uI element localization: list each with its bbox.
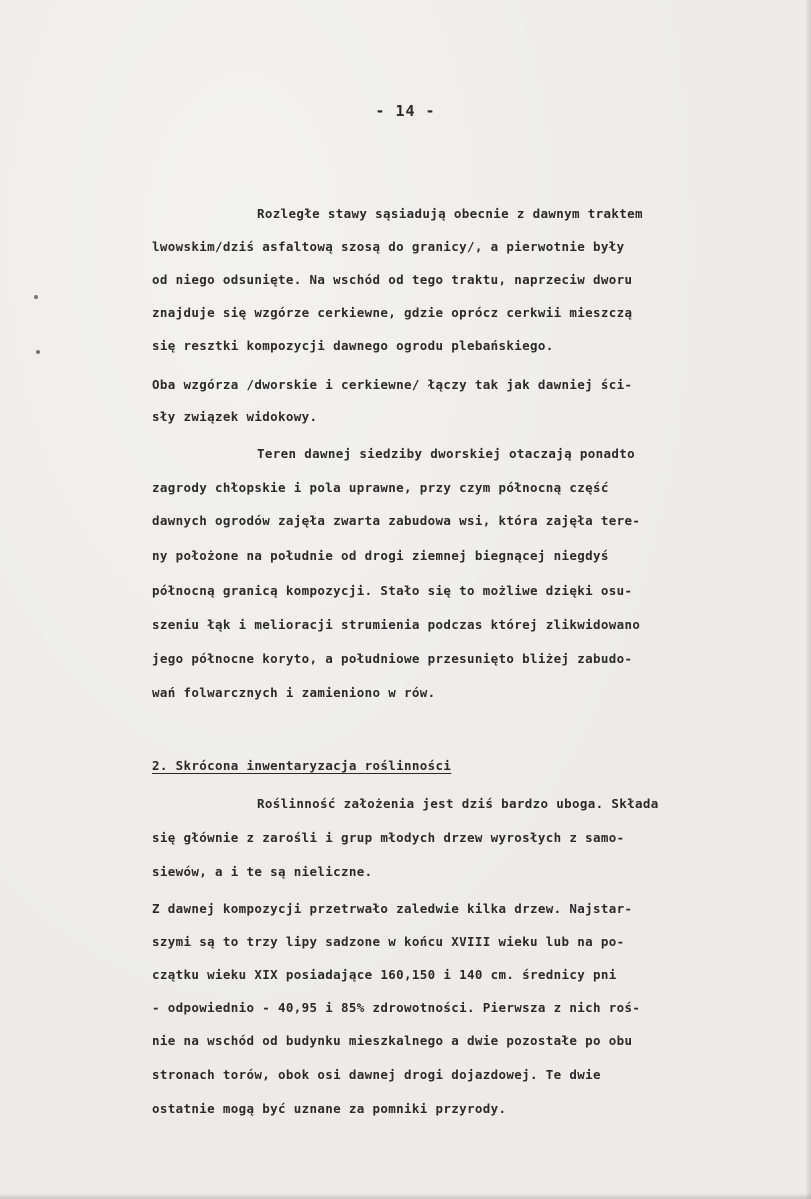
text-line: się głównie z zarośli i grup młodych drzew wyrosłych z samo-: [152, 830, 625, 845]
text-line: dawnych ogrodów zajęła zwarta zabudowa wsi, która zajęła tere-: [152, 513, 641, 528]
text-line: znajduje się wzgórze cerkiewne, gdzie oprócz cerkwii mieszczą: [152, 305, 633, 320]
section-heading: 2. Skrócona inwentaryzacja roślinności: [152, 758, 452, 773]
text-line: zagrody chłopskie i pola uprawne, przy czym północną część: [152, 480, 609, 495]
text-line: jego północne koryto, a południowe przesunięto bliżej zabudo-: [152, 651, 633, 666]
page-edge-shadow-right: [805, 0, 811, 1199]
text-line: ny położone na południe od drogi ziemnej biegnącej niegdyś: [152, 548, 609, 563]
text-line: sły związek widokowy.: [152, 409, 318, 424]
text-line: nie na wschód od budynku mieszkalnego a dwie pozostałe po obu: [152, 1033, 633, 1048]
text-line: lwowskim/dziś asfaltową szosą do granicy/, a pierwotnie były: [152, 239, 625, 254]
text-line: północną granicą kompozycji. Stało się to możliwe dzięki osu-: [152, 583, 633, 598]
text-line: stronach torów, obok osi dawnej drogi dojazdowej. Te dwie: [152, 1067, 601, 1082]
text-line: od niego odsunięte. Na wschód od tego traktu, naprzeciw dworu: [152, 272, 633, 287]
page-number: - 14 -: [375, 102, 436, 120]
text-line: wań folwarcznych i zamieniono w rów.: [152, 685, 436, 700]
punch-mark: [36, 350, 40, 354]
text-line: siewów, a i te są nieliczne.: [152, 864, 373, 879]
text-line: czątku wieku XIX posiadające 160,150 i 140 cm. średnicy pni: [152, 967, 617, 982]
text-line: szymi są to trzy lipy sadzone w końcu XVIII wieku lub na po-: [152, 934, 625, 949]
text-line: Z dawnej kompozycji przetrwało zaledwie kilka drzew. Najstar-: [152, 901, 633, 916]
text-line: się resztki kompozycji dawnego ogrodu plebańskiego.: [152, 338, 554, 353]
text-line: ostatnie mogą być uznane za pomniki przyrody.: [152, 1101, 507, 1116]
page-edge-shadow-bottom: [0, 1193, 811, 1199]
text-line: - odpowiednio - 40,95 i 85% zdrowotności. Pierwsza z nich roś-: [152, 1000, 641, 1015]
punch-mark: [34, 295, 38, 299]
text-line: Roślinność założenia jest dziś bardzo uboga. Składa: [257, 796, 659, 811]
text-line: Oba wzgórza /dworskie i cerkiewne/ łączy tak jak dawniej ści-: [152, 377, 633, 392]
text-line: Rozległe stawy sąsiadują obecnie z dawnym traktem: [257, 206, 643, 221]
text-line: Teren dawnej siedziby dworskiej otaczają ponadto: [257, 446, 636, 461]
text-line: szeniu łąk i melioracji strumienia podczas której zlikwidowano: [152, 617, 641, 632]
